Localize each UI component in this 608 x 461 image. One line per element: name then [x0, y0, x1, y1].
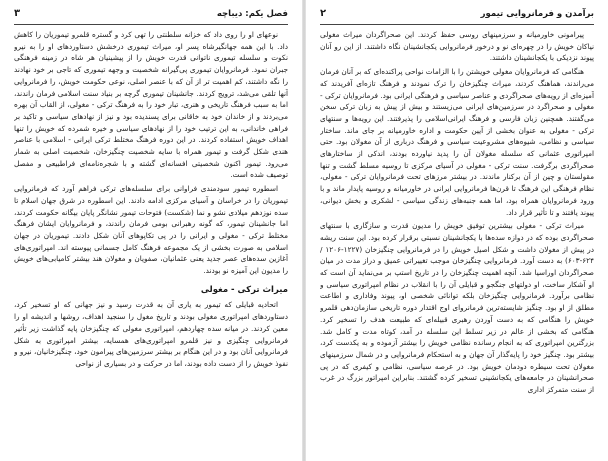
left-page-number: ۳: [14, 8, 21, 19]
left-page-body: [14, 29, 288, 457]
paragraph: نوعهای او را روی داد که خزانه سلطنتی را تهی کرد و گستره قلمرو تیموریان را کاهش داد. با این همه جهانگیرشاه پسر او، میراث تیموری درخشش دستاوردهای او را به نیرو نکوت و سلسله تیموری ناتوانی قدرت خویش را از پیشینیان هر شاه در زمینه فرهنگی جبران نمود. فرمانروایان تیموری پی‌گیرانه شخصیت و وجهه تیموری که تاجی بر خود نهادند را نگه داشتند، کم اهمیت تر از آن که با عنصر اصلی، نوعی حکومت خویش، را فرمانروایی آنها تلقی می‌شد، ترویج کردند. جانشینان تیموری گرچه بر بنیاد سنت اسلامی فرمان راندند، اما به سبب فرهنگ تاریخی و هنری، تبار خود را به فرهنگ ترکی - مغولی، از القاب آن بهره می‌بردند و از خاندان خود به خاقانی برای پسندیده بود و نیز از نهادهای سیاسی و تاکید بر فراهی خاندانی، به این ترتیب خود را از نهادهای سیاسی و خیره شمرده که خویش را تنها اهداف خویش استفاده کردند. در این دوره فرهنگ مختلط ترکی ایرانی - اسلامی با عناصر هندی شکل گرفت و تیمور همراه با سایه شخصیت چنگیزخان، شخصیت اصلی به شمار می‌رود. تیمور اکنون شخصیتی افسانه‌ای گشته و با شجره‌نامه‌ای فراطبیعی و مفصل توصیف شده است.: [14, 30, 288, 180]
left-page-header: [14, 6, 288, 22]
left-page: [0, 0, 302, 461]
paragraph: اسطوره تیمور سودمندی فراوانی برای سلسله‌های ترکی فراهم آورد که فرمانروایی تیموریان را در خراسان و آسیای مرکزی ادامه دادند. این اسطوره در شرق جهان اسلام تا سده نوزدهم میلادی نشو و نما (شکست) فتوحات تیمور نشانگر پایان بیگانه حکومت کردند، اما جانشینان تیمور، که گونه رهبرانی بومی فرمان راندند، و فرمانروایان ایشان فرهنگ مختلط ترکی - مغولی و ایرانی را در پی تکاپوهای آنان شکل دادند. تیموریان در جهان اسلامی به صورت بخشی از یک مجموعه فرهنگ کامل جسمانی پیوسته اند. امپراتوری‌های آغازین سده‌های عصر جدید یعنی عثمانیان، صفویان و مغولان هند بیشتر کامیابی‌های خویش را مدیون این آمیزه نو بودند.: [14, 184, 288, 276]
right-page: [306, 0, 608, 461]
right-page-header: [320, 6, 594, 22]
paragraph: اتحادیه قبایلی که تیمور به یاری آن به قدرت رسید و نیز جهانی که او تسخیر کرد، دستاوردهای امپراتوری مغولی بودند و تاریخ مغول را سنجید اهداف، روشها و اندیشه او را معین کردند. در میانه سده چهاردهم، امپراتوری مغولی که چنگیزخان پایه گذاشت زیر تأثیر فرمانروایی چنگیزی و نیز قلمرو امپراتوری‌های همسایه، بیشتر امپراتوری به شکل فرمانروایی آنان بود و در این هنگام بر بیشتر سرزمین‌های پیرامون خود، چنگیزخانیان، نیرو و نفوذ خویش را از دست داده بودند، اما در حرکت و در بسیاری از نواحی: [14, 300, 288, 368]
paragraph: میراث ترکی - مغولی بیشترین توفیق خویش را مدیون قدرت و سازگاری با سنتهای صحراگردی بوده که در دوازه سده‌ها با یکجانشینان نسبتی برقرار کرده بود. این سنت ریشه در پیش از مغولان داشت و شکل اصیل خویش را در فرمانروایی چنگیزخان (۱۲۲۷-۱۲۰۶ / ۶۲۴-۶۰۳) به دست آورد. فرمانروایی چنگیزخان موجب تغییراتی عمیق و دراز مدت در میان صحراگردان اوراسیا شد. آنچه اهمیت چنگیزخان را در تاریخ استپ بر می‌نماید آن است که او آشکار ساخت، او دولتهای جنگجو و قبایلی آن را با انقلاب در نظام امپراتوری سیاسی و نظامی برآورد. فرمانروایی چنگیزخان بلکه توانائی شخصی او، پیوند وفاداری و اطاعت مطلق از او بود. چنگیز شایسته‌ترین فرمانروای اوج اقتدار دوره تاریخی سازمان‌دهی قلمرو خویش را هنگامی که به دست آوردن رهبری قبیله‌ای که طبیعت هدف را تسخیر کرد. هنگامی که بخشی از عالم در زیر تسلط این سلسله در آمد، کوتاه مدت و کامل شد. بزرگترین امپراتوری که به انجام رسانده نظامی خویش را بیشتر آزموده و به یکدست کرد، بیشتر بود. چنگیز خود را پایه‌گذار آن جهان و به استحکام فرمانروایی و در شمال سرزمینهای مغولان تحت سیطره دودمان خویش بود. در عرصه سیاسی، نظامی و کیفری که در پی صحرانشینان در جامعه‌های یکجانشینی تسخیر کرده گشتند. بنابراین امپراتور بزرگ در غرب از سنت متمرکز اداری: [320, 221, 594, 395]
paragraph: پیرامونی خاورمیانه و سرزمینهای روسی حفظ کردند. این صحراگردان میراث مغولی نیاکان خویش را در چهره‌ای نو و درخور فرمانروایی یکجانشینان نگاه داشتند. از این رو آنان پیوند نزدیکی با یکجانشینان داشتند.: [320, 30, 594, 63]
left-running-title: فصل یکم: دیباچه: [216, 9, 288, 19]
paragraph: هنگامی که فرمانروایان مغولی خویشتن را با الزامات نواحی پراکنده‌ای که بر آنان فرمان می‌راندند، هماهنگ کردند، میراث چنگیزخان را ترک نمودند و فرهنگ تازه‌ای آفریدند که آمیزه‌ای از رویه‌های صحراگردی و عناصر سیاسی و فرهنگی ایرانی بود. فرمانروایان ترکی - مغولی و صحراگرد در سرزمین‌های ایرانی می‌زیستند و بیش از پیش به زبان ترکی سخن می‌گفتند. همچنین زبان فارسی و فرهنگ ایرانی‌اسلامی را پذیرفتند. این رویه‌ها و سنتهای ترکی - مغولی به عنوان بخشی از آیین حکومت و اداره خاورمیانه بر جای ماند. ساختار سیاسی و نظامی، شیوه‌های مشروعیت سیاسی و فرهنگ درباری از آن مغولان بود. حتی امپراتوری عثمانی که سلسله مغولان آن را پدید نیاورده بودند، اندکی از ساختارهای صحراگردی برگرفت. سنت ترکی - مغولی در آسیای مرکزی تا روسیه مسلط گشت و تنها مقولستان و چین از آن برکنار ماندند. در بیشتر مرزهای تحت فرمانروایان ترکی - مغولی، نظام فرهنگی این فرهنگ تا قرن‌ها فرمانروایی ایرانی در خاورمیانه و روسیه پایدار ماند و با ورود فرمانروایان همراه بود، اما همه جنبه‌های زندگی سیاسی - لشکری و بخش دیوانی، پیوند یافتند و تا تأثیر قرار داد.: [320, 67, 594, 217]
section-heading: میراث ترکی - مغولی: [200, 284, 288, 295]
right-header-rule: [320, 24, 594, 25]
right-running-title: برآمدن و فرمانروایی تیمور: [480, 9, 594, 19]
left-header-rule: [14, 24, 288, 25]
right-page-number: ۲: [320, 8, 327, 19]
right-page-body: [320, 29, 594, 457]
